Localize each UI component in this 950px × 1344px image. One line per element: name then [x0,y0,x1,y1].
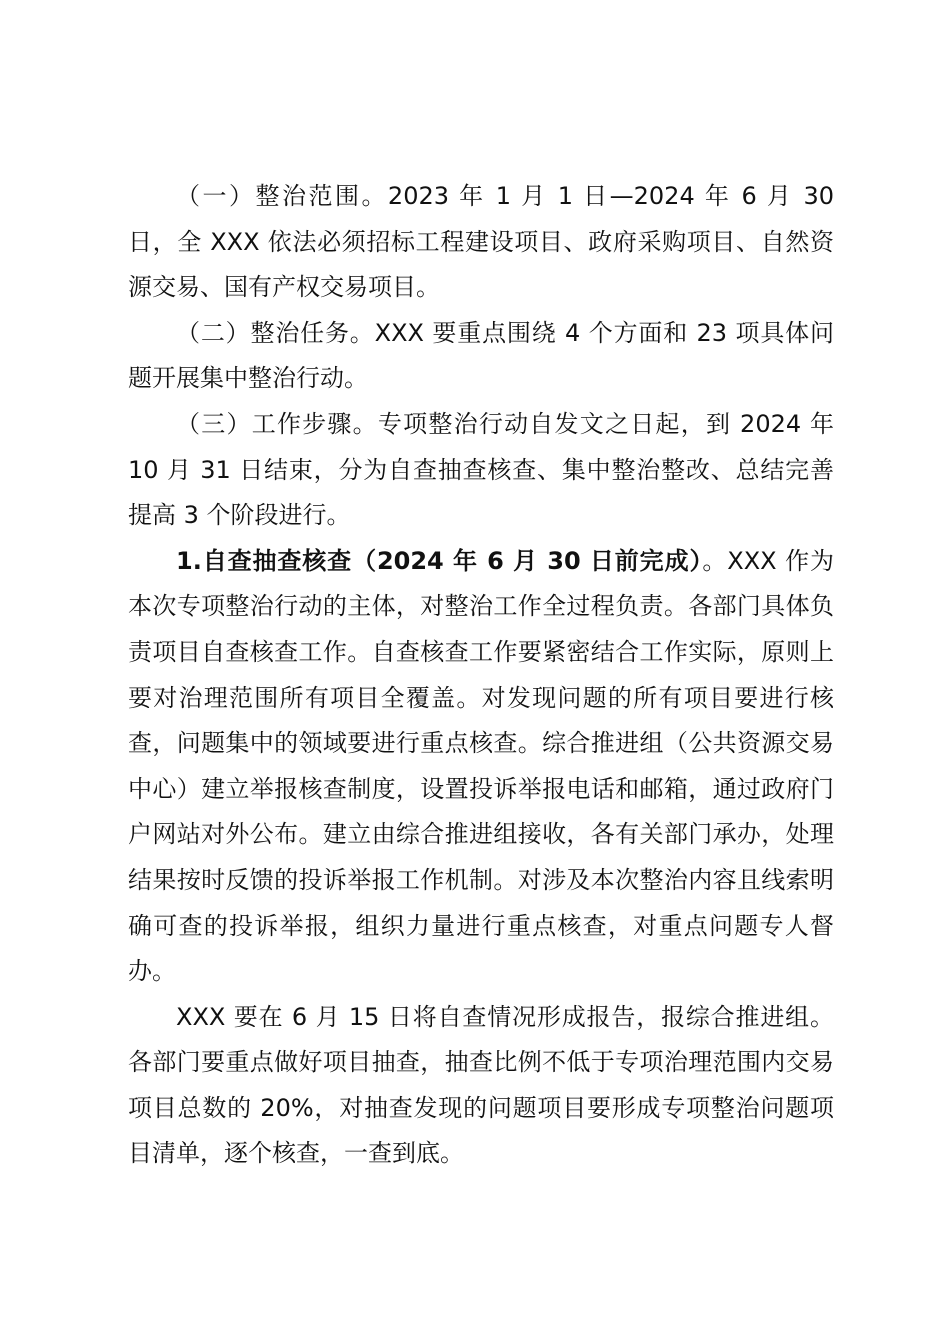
self-inspection-heading: 1.自查抽查核查（2024 年 6 月 30 日前完成） [176,546,703,575]
paragraph-report: XXX 要在 6 月 15 日将自查情况形成报告，报综合推进组。各部门要重点做好项目抽查，抽查比例不低于专项治理范围内交易项目总数的 20%，对抽查发现的问题项目要形成专项整治问题项目清单，逐个核查，一查到底。 [128,1002,834,1168]
paragraph-scope: （一）整治范围。2023 年 1 月 1 日—2024 年 6 月 30 日，全 XXX 依法必须招标工程建设项目、政府采购项目、自然资源交易、国有产权交易项目。 [128,182,834,302]
paragraph-self-inspection [128,539,834,995]
self-inspection-body: 。XXX 作为本次专项整治行动的主体，对整治工作全过程负责。各部门具体负责项目自查核查工作。自查核查工作要紧密结合工作实际，原则上要对治理范围所有项目全覆盖。对发现问题的所有项目要进行核查，问题集中的领域要进行重点核查。综合推进组（公共资源交易中心）建立举报核查制度，设置投诉举报电话和邮箱，通过政府门户网站对外公布。建立由综合推进组接收，各有关部门承办，处理结果按时反馈的投诉举报工作机制。对涉及本次整治内容且线索明确可查的投诉举报，组织力量进行重点核查，对重点问题专人督办。 [128,546,834,986]
paragraph-tasks: （二）整治任务。XXX 要重点围绕 4 个方面和 23 项具体问题开展集中整治行动。 [128,318,834,393]
paragraph-steps: （三）工作步骤。专项整治行动自发文之日起，到 2024 年 10 月 31 日结束，分为自查抽查核查、集中整治整改、总结完善提高 3 个阶段进行。 [128,409,834,530]
document-body [128,174,834,1177]
